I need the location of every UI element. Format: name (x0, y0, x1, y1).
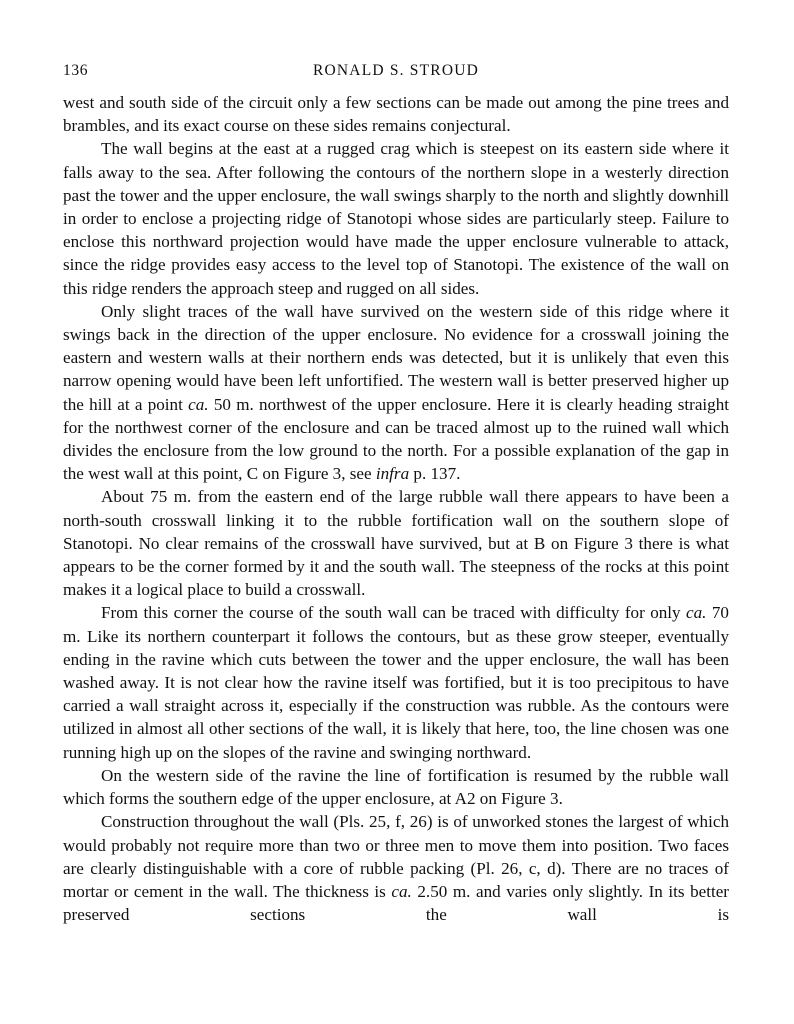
paragraph-construction: Construction throughout the wall (Pls. 25, f, 26) is of unworked stones the largest of which would probably not require more than two or three men to move them into position. Two faces are clearly distinguishable with a core of rubble packing (Pl. 26, c, d). There are no traces of mortar or cement in the wall. The thickness is ca. 2.50 m. and varies only slightly. In its better preserved sections the wall is (63, 812, 729, 925)
body-text (63, 91, 729, 926)
running-title: RONALD S. STROUD (312, 62, 480, 79)
paragraph-western-wall: Only slight traces of the wall have survived on the western side of this ridge where it swings back in the direction of the upper enclosure. No evidence for a crosswall joining the eastern and western walls at their northern ends was detected, but it is unlikely that even this narrow opening would have been left unfortified. The western wall is better preserved higher up the hill at a point ca. 50 m. northwest of the upper enclosure. Here it is clearly heading straight for the northwest corner of the enclosure and can be traced almost up to the ruined wall which divides the enclosure from the low ground to the north. For a possible explanation of the gap in the west wall at this point, C on Figure 3, see infra p. 137. (63, 301, 730, 484)
page (63, 56, 729, 926)
running-head (63, 56, 729, 86)
paragraph-ravine: On the western side of the ravine the line of fortification is resumed by the rubble wall which forms the southern edge of the upper enclosure, at A2 on Figure 3. (63, 765, 729, 809)
page-number: 136 (63, 62, 89, 79)
paragraph-continued: west and south side of the circuit only a few sections can be made out among the pine trees and brambles, and its exact course on these sides remains conjectural. (63, 93, 729, 136)
paragraph-crosswall: About 75 m. from the eastern end of the large rubble wall there appears to have been a north-south crosswall linking it to the rubble fortification wall on the southern slope of Stanotopi. No clear remains of the crosswall have survived, but at B on Figure 3 there is what appears to be the corner formed by it and the south wall. The steepness of the rocks at this point makes it a logical place to build a crosswall. (63, 487, 729, 600)
paragraph-south-wall: From this corner the course of the south wall can be traced with difficulty for only ca. 70 m. Like its northern counterpart it follows the contours, but as these grow steeper, eventually ending in the ravine which cuts between the tower and the upper enclosure, the wall has been washed away. It is not clear how the ravine itself was fortified, but it is too precipitous to have carried a wall straight across it, especially if the construction was rubble. As the contours were utilized in almost all other sections of the wall, it is likely that here, too, the line chosen was one running high up on the slopes of the ravine and swinging northward. (63, 603, 729, 762)
paragraph-wall-begins: The wall begins at the east at a rugged crag which is steepest on its eastern side where it falls away to the sea. After following the contours of the northern slope in a westerly direction past the tower and the upper enclosure, the wall swings sharply to the north and slightly downhill in order to enclose a projecting ridge of Stanotopi whose sides are particularly steep. Failure to enclose this northward projection would have made the upper enclosure vulnerable to attack, since the ridge provides easy access to the level top of Stanotopi. The existence of the wall on this ridge renders the approach steep and rugged on all sides. (63, 139, 729, 298)
